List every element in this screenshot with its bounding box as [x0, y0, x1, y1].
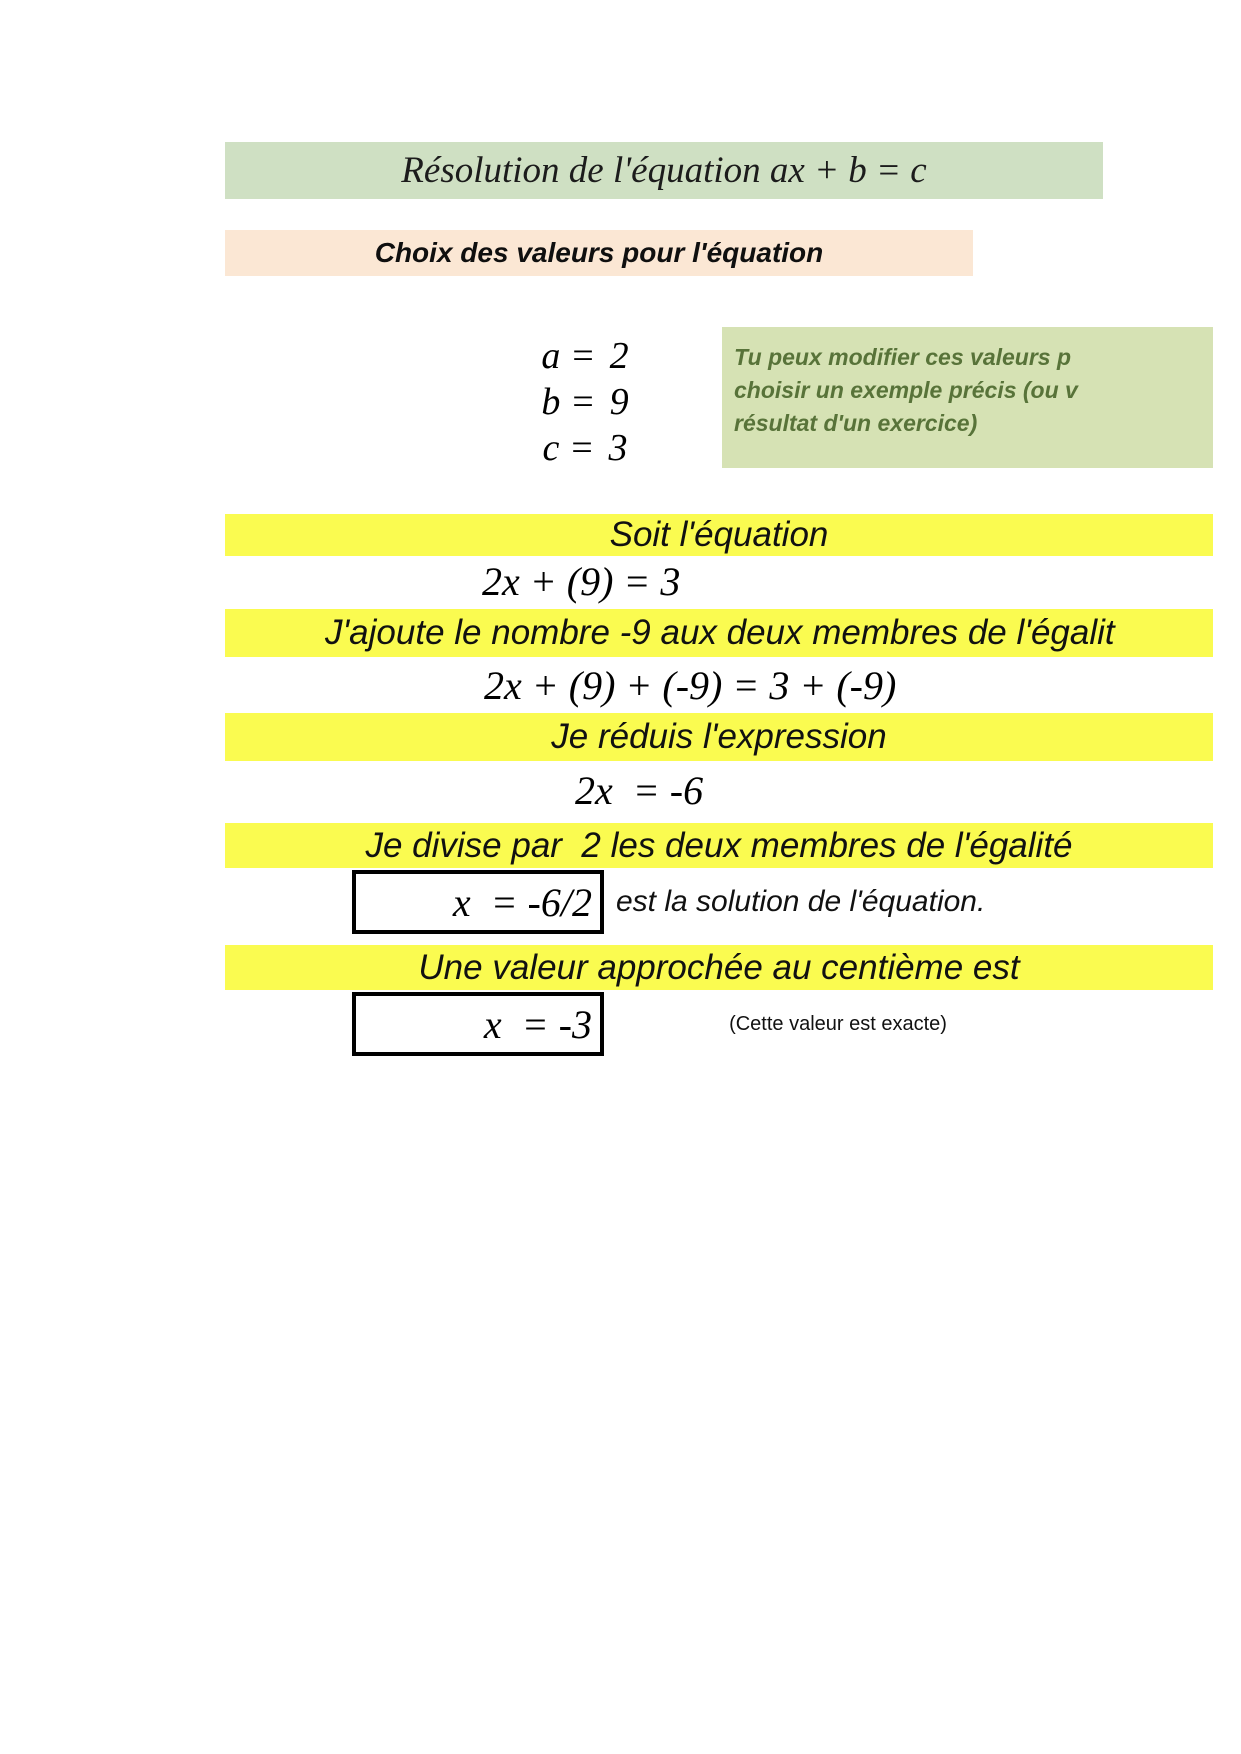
step-banner-ajoute-text: J'ajoute le nombre -9 aux deux membres de l'égalit [325, 613, 1115, 652]
step-banner-approchee [225, 945, 1213, 990]
approx-value: x = -3 [483, 1001, 592, 1047]
hint-line: résultat d'un exercice) [734, 410, 978, 436]
solution-box [352, 870, 604, 934]
step-banner-soit [225, 514, 1213, 556]
parameter-c-value[interactable]: 3 [608, 427, 628, 469]
subtitle-text: Choix des valeurs pour l'équation [374, 237, 824, 268]
hint-line: choisir un exemple précis (ou v [734, 377, 1078, 403]
parameter-row-b [465, 379, 705, 425]
title-banner [225, 142, 1103, 199]
approx-box [352, 992, 604, 1056]
subtitle-banner [225, 230, 973, 276]
parameter-row-c [465, 425, 705, 471]
parameter-b-value[interactable]: 9 [609, 381, 629, 423]
step-banner-ajoute [225, 609, 1213, 657]
page-title: Résolution de l'équation ax + b = c [401, 150, 927, 191]
step-banner-reduis-text: Je réduis l'expression [551, 717, 887, 756]
step-banner-divise [225, 823, 1213, 868]
hint-box [722, 327, 1213, 468]
equation-reduced: 2x = -6 [575, 768, 704, 813]
solution-value: x = -6/2 [452, 879, 592, 925]
step-banner-soit-text: Soit l'équation [609, 515, 829, 554]
parameter-b-label: b = [541, 381, 596, 423]
step-banner-divise-text: Je divise par 2 les deux membres de l'égalité [365, 825, 1073, 865]
equation-initial: 2x + (9) = 3 [482, 559, 681, 604]
parameter-c-label: c = [542, 427, 595, 469]
parameter-a-label: a = [541, 335, 596, 377]
parameter-row-a [465, 333, 705, 379]
hint-line: Tu peux modifier ces valeurs p [734, 344, 1072, 370]
solution-suffix-label: est la solution de l'équation. [616, 885, 986, 918]
parameter-a-value[interactable]: 2 [609, 335, 629, 377]
equation-addition: 2x + (9) + (-9) = 3 + (-9) [484, 663, 897, 708]
approx-note-label: (Cette valeur est exacte) [729, 1012, 947, 1035]
step-banner-approchee-text: Une valeur approchée au centième est [418, 947, 1020, 987]
step-banner-reduis [225, 713, 1213, 761]
